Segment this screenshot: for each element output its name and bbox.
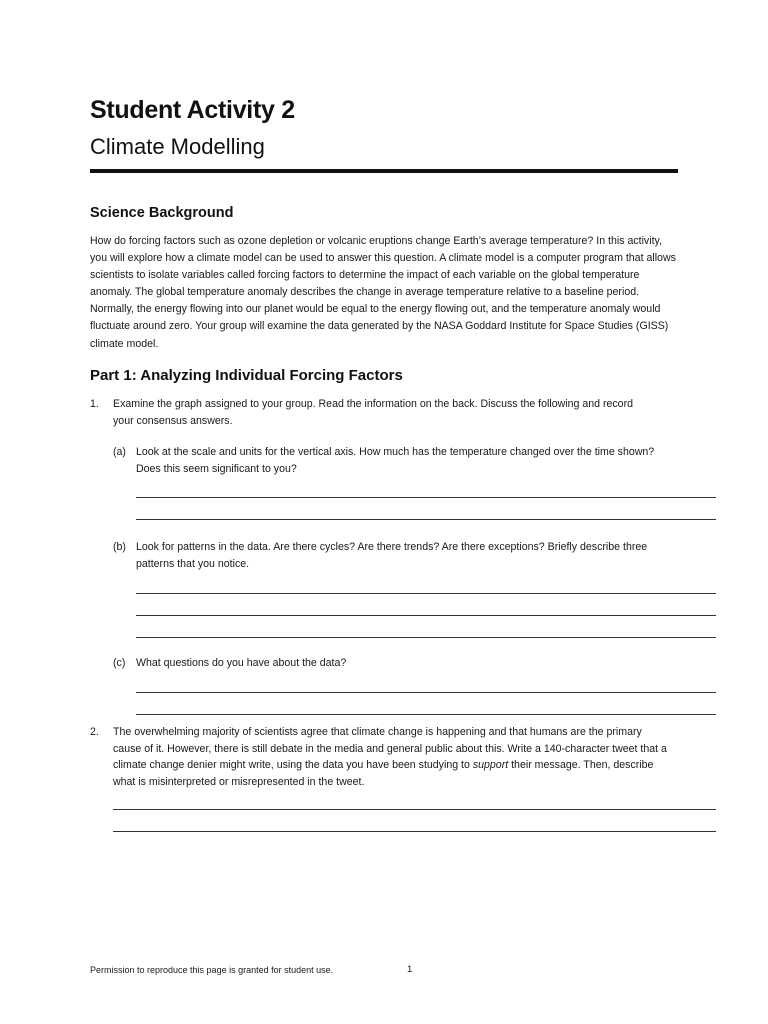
question-2-text [113, 724, 668, 790]
question-1c-text: What questions do you have about the data? [136, 657, 347, 669]
question-1-number: 1. [90, 398, 99, 410]
page-number: 1 [407, 964, 413, 975]
answer-line-1a-1[interactable] [136, 497, 716, 498]
permission-footer: Permission to reproduce this page is granted for student use. [90, 965, 334, 975]
answer-line-1c-1[interactable] [136, 692, 716, 693]
question-1b-text: Look for patterns in the data. Are there cycles? Are there trends? Are there exceptions? Briefly describe three patterns that you notice. [136, 541, 648, 570]
answer-line-1b-2[interactable] [136, 615, 716, 616]
answer-line-2-1[interactable] [113, 809, 716, 810]
question-2-text-after: their message. Then, describe what is misinterpreted or misrepresented in the tweet. [113, 759, 654, 788]
answer-line-1b-3[interactable] [136, 637, 716, 638]
answer-line-1a-2[interactable] [136, 519, 716, 520]
question-1c-label: (c) [113, 657, 126, 669]
answer-line-1c-2[interactable] [136, 714, 716, 715]
part1-heading: Part 1: Analyzing Individual Forcing Factors [90, 367, 403, 384]
question-1-text: Examine the graph assigned to your group. Read the information on the back. Discuss the following and record your consensus answers. [113, 398, 633, 427]
title-divider [90, 169, 678, 173]
question-2-emphasis: support [472, 759, 509, 771]
science-background-paragraph: How do forcing factors such as ozone depletion or volcanic eruptions change Earth’s average temperature? In this activity, you will explore how a climate model can be used to answer this question. A climate model is a computer program that allows scientists to isolate variables called forcing factors to determine the impact of each variable on the global temperature anomaly. The global temperature anomaly describes the change in average temperature relative to a baseline period. Normally, the energy flowing into our planet would be equal to the energy flowing out, and the temperature anomaly would fluctuate around zero. Your group will examine the data generated by the NASA Goddard Institute for Space Studies (GISS) climate model. [90, 235, 676, 350]
page-subtitle: Climate Modelling [90, 134, 265, 159]
question-1a-label: (a) [113, 446, 126, 458]
question-2-text-before: The overwhelming majority of scientists agree that climate change is happening and that humans are the primary cause of it. However, there is still debate in the media and general public about this. Write a 140-character tweet that a climate change denier might write, using the data you have been studying to [113, 726, 667, 771]
science-background-heading: Science Background [90, 205, 234, 221]
question-1a-text: Look at the scale and units for the vertical axis. How much has the temperature changed over the time shown? Does this seem significant to you? [136, 446, 655, 475]
question-2-number: 2. [90, 726, 99, 738]
answer-line-2-2[interactable] [113, 831, 716, 832]
answer-line-1b-1[interactable] [136, 593, 716, 594]
question-1b-label: (b) [113, 541, 126, 553]
page-title: Student Activity 2 [90, 96, 295, 124]
